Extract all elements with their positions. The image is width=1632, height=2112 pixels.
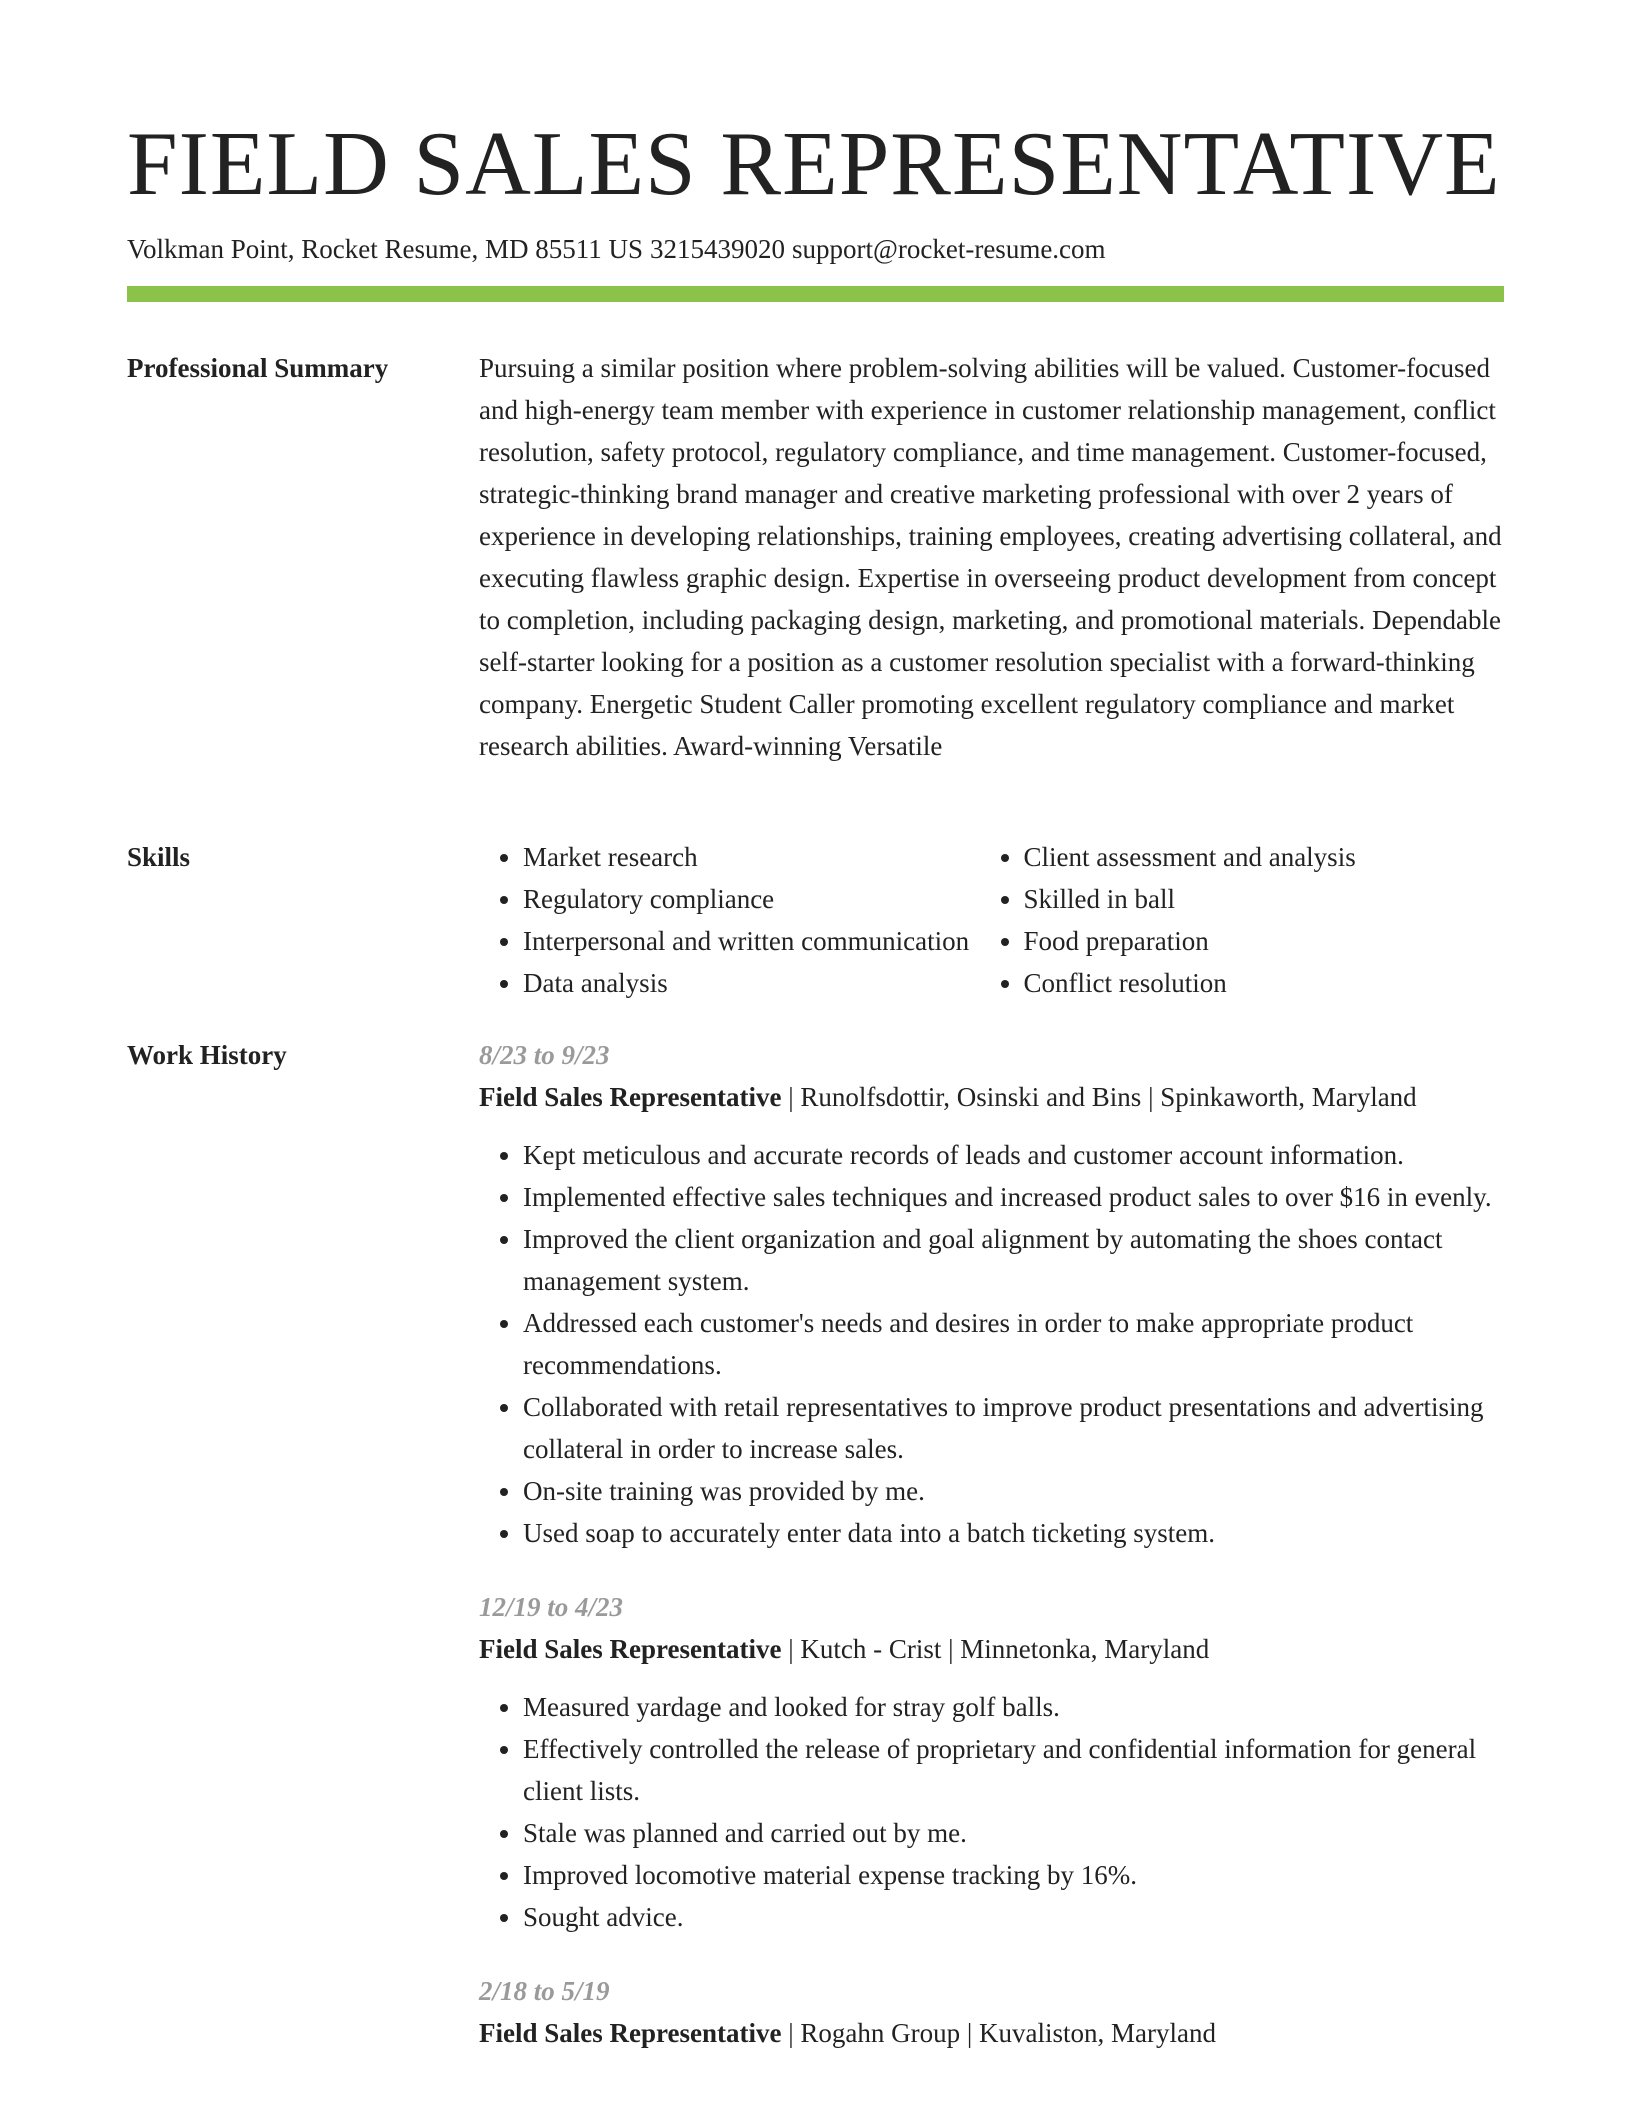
- job-heading: [479, 2012, 1504, 2054]
- contact-phone: 3215439020: [650, 234, 786, 264]
- job-entry: [479, 1034, 1504, 1554]
- job-bullet: • Addressed each customer's needs and desires in order to make appropriate product recommendations.: [523, 1302, 1504, 1386]
- skill-item: • Data analysis: [523, 962, 1004, 1004]
- contact-email: support@rocket-resume.com: [792, 234, 1106, 264]
- job-title: Field Sales Representative: [479, 1082, 782, 1112]
- header-accent-rule: [127, 286, 1504, 302]
- job-title: Field Sales Representative: [479, 2018, 782, 2048]
- job-bullet: • Effectively controlled the release of proprietary and confidential information for general client lists.: [523, 1728, 1504, 1812]
- job-dates: 12/19 to 4/23: [479, 1592, 624, 1622]
- contact-address: Volkman Point, Rocket Resume, MD 85511 US: [127, 234, 644, 264]
- contact-line: [127, 232, 1106, 266]
- job-bullet: • Improved the client organization and goal alignment by automating the shoes contact management system.: [523, 1218, 1504, 1302]
- skill-item: • Market research: [523, 836, 1004, 878]
- job-bullet: • Improved locomotive material expense tracking by 16%.: [523, 1854, 1504, 1896]
- job-bullet: • Measured yardage and looked for stray golf balls.: [523, 1686, 1504, 1728]
- skills-heading: Skills: [127, 842, 191, 872]
- work-history-heading: Work History: [127, 1040, 287, 1070]
- job-bullet: • Stale was planned and carried out by me.: [523, 1812, 1504, 1854]
- job-title: Field Sales Representative: [479, 1634, 782, 1664]
- job-details: | Kutch - Crist | Minnetonka, Maryland: [781, 1634, 1210, 1664]
- skill-item: • Food preparation: [1024, 920, 1505, 962]
- job-details: | Rogahn Group | Kuvaliston, Maryland: [781, 2018, 1216, 2048]
- skills-list: [479, 836, 1504, 1004]
- summary-heading: Professional Summary: [127, 353, 389, 383]
- skill-item: • Interpersonal and written communication: [523, 920, 1004, 962]
- work-history-body: [479, 1034, 1504, 2054]
- job-dates: 8/23 to 9/23: [479, 1040, 610, 1070]
- job-dates: 2/18 to 5/19: [479, 1976, 610, 2006]
- resume-name: FIELD SALES REPRESENTATIVE: [127, 113, 1501, 214]
- job-bullet: • Used soap to accurately enter data into a batch ticketing system.: [523, 1512, 1504, 1554]
- job-bullet: • On-site training was provided by me.: [523, 1470, 1504, 1512]
- summary-body: [479, 347, 1504, 767]
- skill-item: • Conflict resolution: [1024, 962, 1505, 1004]
- job-bullet: • Kept meticulous and accurate records of leads and customer account information.: [523, 1134, 1504, 1176]
- skill-item: • Client assessment and analysis: [1024, 836, 1505, 878]
- job-details: | Runolfsdottir, Osinski and Bins | Spinkaworth, Maryland: [781, 1082, 1417, 1112]
- skill-item: • Regulatory compliance: [523, 878, 1004, 920]
- job-bullet: • Implemented effective sales techniques and increased product sales to over $16 in evenly.: [523, 1176, 1504, 1218]
- summary-text: Pursuing a similar position where problem-solving abilities will be valued. Customer-focused and high-energy team member with experience in customer relationship management, conflict resolution, safety protocol, regulatory compliance, and time management. Customer-focused, strategic-thinking brand manager and creative marketing professional with over 2 years of experience in developing relationships, training employees, creating advertising collateral, and executing flawless graphic design. Expertise in overseeing product development from concept to completion, including packaging design, marketing, and promotional materials. Dependable self-starter looking for a position as a customer resolution specialist with a forward-thinking company. Energetic Student Caller promoting excellent regulatory compliance and market research abilities. Award-winning Versatile: [479, 353, 1502, 761]
- job-bullet: • Collaborated with retail representatives to improve product presentations and advertising collateral in order to increase sales.: [523, 1386, 1504, 1470]
- job-heading: [479, 1628, 1504, 1670]
- job-bullet: • Sought advice.: [523, 1896, 1504, 1938]
- job-bullets: [479, 1134, 1504, 1554]
- job-entry: [479, 1970, 1504, 2054]
- job-heading: [479, 1076, 1504, 1118]
- skill-item: • Skilled in ball: [1024, 878, 1505, 920]
- skills-body: [479, 836, 1504, 1004]
- job-bullets: [479, 1686, 1504, 1938]
- job-entry: [479, 1586, 1504, 1938]
